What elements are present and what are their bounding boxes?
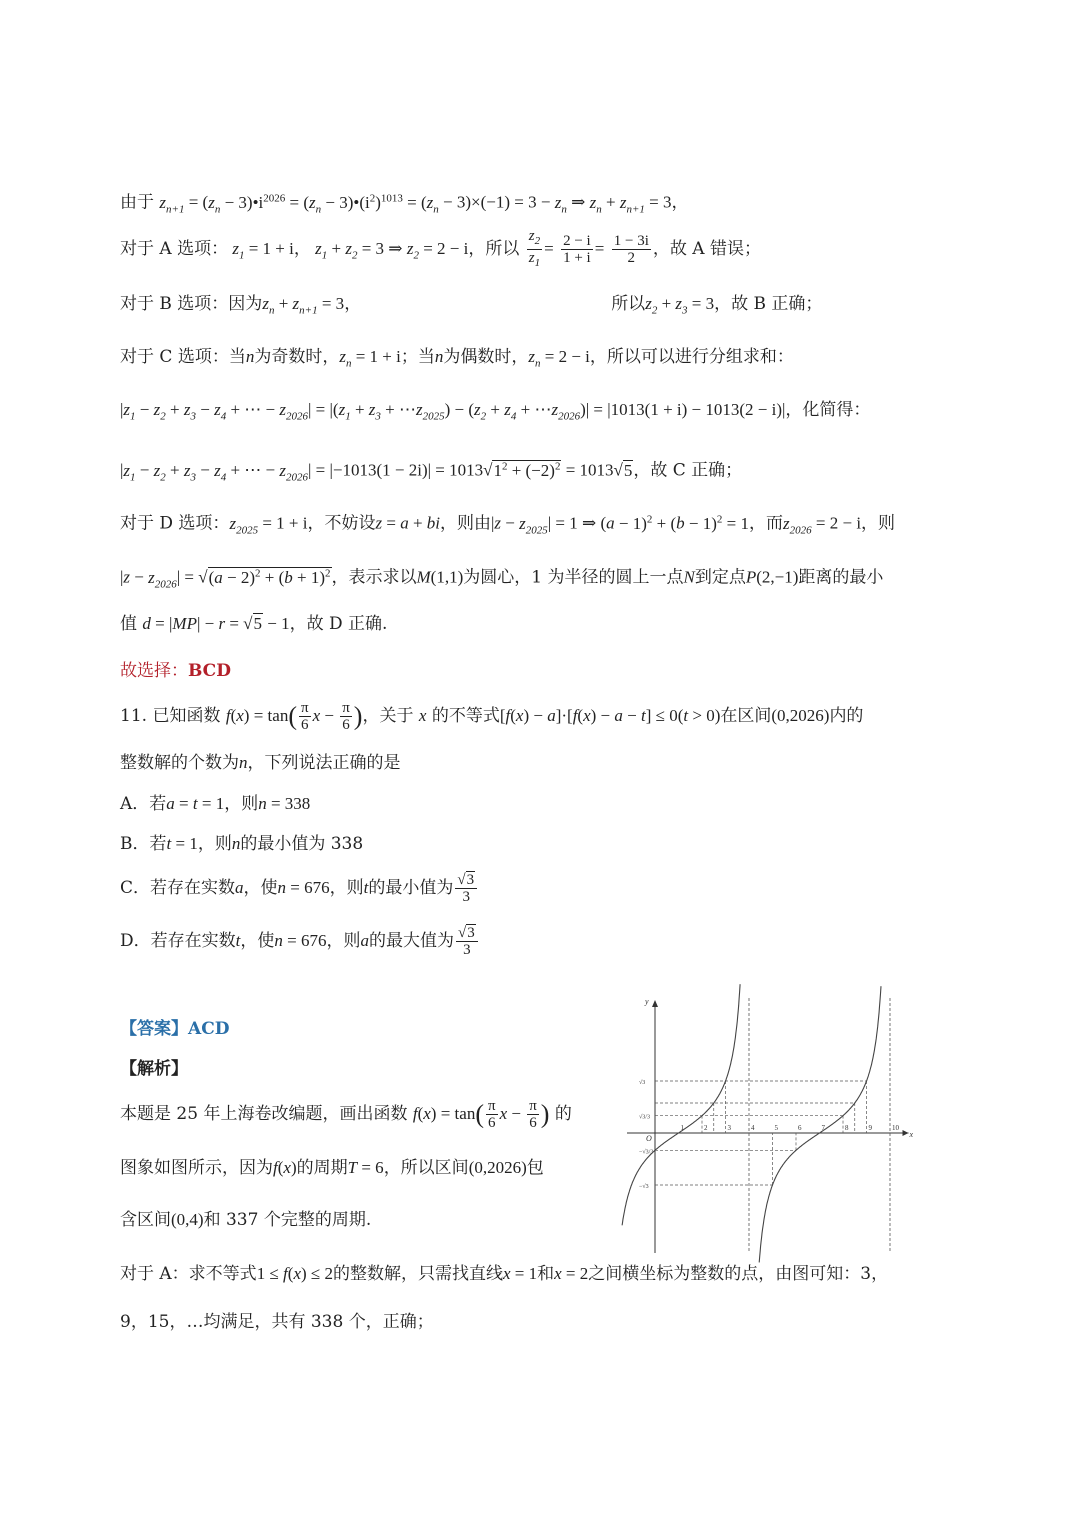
x-tick-label-1: 1 xyxy=(680,1124,684,1132)
derivation-line-1: 由于 $z_{n+1} = (z_n$ − $3)•i^{2026} = (z_n$ − $3)•(i^2)^{1013} = (z_n - 3)\times(-1) = 3 - z_n$ ⇒ $z_n + z_{n+1} = 3$， xyxy=(120,192,689,216)
option-d: D．若存在实数t，使n = 676，则a的最大值为 $\frac{√3}{3}$ xyxy=(120,919,960,963)
circle-distance-line: $|z - z_{2026}| = √(a - 2)^2 + (b + 1)^2$，表示求以M(1,1)为圆心，1 为半径的圆上一点N到定点P(2,−1)距离的最小 xyxy=(120,567,884,591)
x-tick-label-6: 6 xyxy=(798,1124,802,1132)
answer-line: 【答案】ACD xyxy=(120,1019,230,1039)
origin-label: O xyxy=(646,1134,652,1143)
x-tick-label-2: 2 xyxy=(704,1124,708,1132)
y-axis-arrow xyxy=(652,1000,658,1007)
graph-labels xyxy=(639,997,914,1190)
y-tick-label-4: −√3 xyxy=(639,1183,649,1190)
y-tick-label-1: √3 xyxy=(639,1080,646,1087)
tangent-function-graph xyxy=(622,997,940,1235)
option-c: C．若存在实数a，使n = 676，则t的最小值为 $\frac{√3}{3}$ xyxy=(120,866,960,910)
analysis-line-2: 图象如图所示，因为f(x)的周期T = 6，所以区间(0,2026)包 xyxy=(120,1158,544,1178)
x-axis-arrow xyxy=(903,1130,909,1136)
question-11-stem-cont: 整数解的个数为n，下列说法正确的是 xyxy=(120,753,401,773)
analysis-line-4: 对于 A：求不等式1 ≤ f(x) ≤ 2的整数解，只需找直线x = 1和x = 2之间横坐标为整数的点，由图可知：3， xyxy=(120,1264,889,1284)
option-c-analysis: 对于 C 选项：当n为奇数时，$z_n = 1 + i$；当n为偶数时，$z_n = 2 - i$，所以可以进行分组求和： xyxy=(120,347,794,370)
x-tick-label-10: 10 xyxy=(892,1124,899,1132)
grouping-sum-line: $|z_1 - z_2 + z_3 - z_4$ + ⋯ − $z_{2026}| = |(z_1 + z_3$ + $\cdots z_{2025}) - (z_2 + z_4$ + $\cdots z_{2026})| = |1013(1 + i) - 1013(2 - i)|$，化简得： xyxy=(120,400,871,423)
modulus-result-line: $|z_1 - z_2 + z_3 - z_4$ + ⋯ − $z_{2026}| = |-1013(1 - 2i)| = 1013√1^2 + (-2)^2 = 1013√5$，故 C 正确； xyxy=(120,460,743,484)
option-d-analysis: 对于 D 选项：$z_{2025} = 1 + i$，不妨设z = a + bi，则由$|z - z_{2025}| = 1$ ⇒ $(a - 1)^2 + (b - 1)^2 = 1$，而$z_{2026} = 2 - i$，则 xyxy=(120,513,896,537)
analysis-line-3: 含区间(0,4)和 337 个完整的周期. xyxy=(120,1210,372,1230)
x-tick-label-3: 3 xyxy=(727,1124,731,1132)
analysis-line-5: 9，15，…均满足，共有 338 个，正确； xyxy=(120,1312,434,1332)
y-axis-label: y xyxy=(645,997,649,1006)
x-tick-label-9: 9 xyxy=(868,1124,872,1132)
y-tick-label-2: √3/3 xyxy=(639,1114,650,1121)
y-tick-label-3: −√3/3 xyxy=(639,1149,654,1156)
option-a-analysis: 对于 A 选项： $z_1 = 1 + i$， $z_1 + z_2 = 3$ ⇒ $z_2 = 2 - i$，所以 $\frac{z_2}{z_1}$ = $\frac{2 - i}{1 + i}$ = $\frac{1 - 3i}{2}$ ，故 A 错误； xyxy=(120,228,761,269)
question-11-stem: 11. 已知函数 f(x) = tan( $\frac{\pi}{6}$ x − $\frac{\pi}{6}$ )，关于 x 的不等式[f(x) − a]·[f(x) − a − t] ≤ 0(t > 0)在区间(0,2026)内的 xyxy=(120,700,864,733)
choice-line: 故选择：BCD xyxy=(120,661,231,681)
min-distance-line: 值 d = |MP| − r = √5 − 1，故 D 正确. xyxy=(120,614,388,634)
analysis-label: 【解析】 xyxy=(120,1059,188,1079)
analysis-line-1: 本题是 25 年上海卷改编题，画出函数 f(x) = tan( $\frac{\pi}{6}$ x − $\frac{\pi}{6}$ ) 的 xyxy=(120,1098,572,1131)
x-tick-label-4: 4 xyxy=(751,1124,755,1132)
x-tick-label-7: 7 xyxy=(821,1124,825,1132)
option-a: A．若a = t = 1，则n = 338 xyxy=(120,794,311,814)
x-axis-label: x xyxy=(909,1130,914,1139)
option-b-analysis: 对于 B 选项：因为$z_n + z_{n+1} = 3$， 所以$z_2 + z_3 = 3$，故 B 正确； xyxy=(120,294,823,317)
x-tick-label-8: 8 xyxy=(845,1124,849,1132)
x-tick-label-5: 5 xyxy=(774,1124,778,1132)
option-b: B．若t = 1，则n的最小值为 338 xyxy=(120,834,364,854)
